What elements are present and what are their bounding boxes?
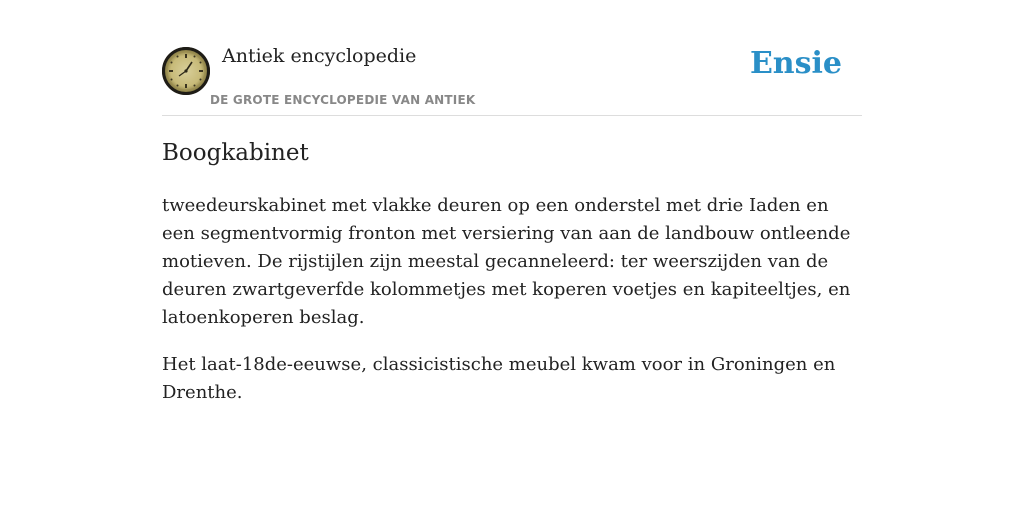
wall-clock-icon[interactable] [162, 47, 210, 95]
site-title[interactable]: Antiek encyclopedie [222, 45, 417, 67]
page-container [162, 0, 862, 512]
article-paragraph: tweedeurskabinet met vlakke deuren op een onderstel met drie Iaden en een segmentvormig fronton met versiering van aan de landbouw ontleende motieven. De rijstijlen zijn meestal gecanneleerd: ter weerszijden van de deuren zwartgeverfde kolommetjes met koperen voetjes en kapiteeltjes, en latoenkoperen beslag. [162, 195, 851, 328]
article-content [162, 192, 862, 426]
page-title: Boogkabinet [162, 140, 309, 166]
site-header [162, 0, 862, 116]
site-subtitle: DE GROTE ENCYCLOPEDIE VAN ANTIEK [210, 93, 476, 107]
article-paragraph: Het laat-18de-eeuwse, classicistische meubel kwam voor in Groningen en Drenthe. [162, 354, 836, 403]
brand-logo[interactable]: Ensie [749, 46, 842, 81]
